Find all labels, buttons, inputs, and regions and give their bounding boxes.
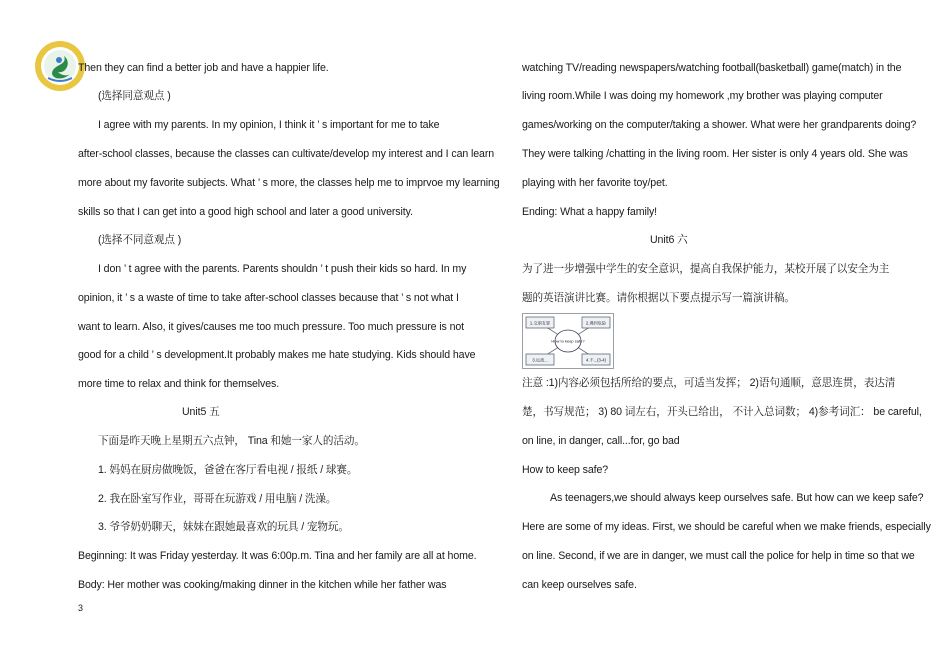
mind-map-figure: [522, 313, 614, 369]
text-line: good for a child ’ s development.It probably makes me hate studying. Kids should have: [78, 349, 476, 361]
text-line: Body: Her mother was cooking/making dinner in the kitchen while her father was: [78, 579, 447, 591]
svg-text:How to keep safe?: How to keep safe?: [551, 338, 585, 344]
text-line: more time to relax and think for themselves.: [78, 378, 280, 390]
text-line: 下面是昨天晚上星期五六点钟， Tina 和她一家人的活动。: [98, 435, 365, 447]
text-line: Ending: What a happy family!: [522, 206, 657, 218]
text-line: skills so that I can get into a good high school and later a good university.: [78, 206, 413, 218]
text-line: on line. Second, if we are in danger, we must call the police for help in time so that we: [522, 550, 915, 562]
mind-map-box: [582, 317, 610, 328]
text-line: (选择不同意观点 ): [98, 234, 182, 246]
text-line: 题的英语演讲比赛。请你根据以下要点提示写一篇演讲稿。: [522, 292, 795, 304]
text-line: They were talking /chatting in the living room. Her sister is only 4 years old. She was: [522, 148, 908, 160]
mind-map-box: [526, 354, 554, 365]
text-line: more about my favorite subjects. What ’ s more, the classes help me to imprvoe my learning: [78, 177, 500, 189]
list-item: 2. 我在卧室写作业，哥哥在玩游戏 / 用电脑 / 洗澡。: [98, 493, 337, 505]
text-line: 注意 :1)内容必须包括所给的要点，可适当发挥； 2)语句通顺，意思连贯，表达清: [522, 377, 896, 389]
text-line: Here are some of my ideas. First, we should be careful when we make friends, especially: [522, 521, 931, 533]
list-item: 3. 爷爷奶奶聊天，妹妹在跟她最喜欢的玩具 / 宠物玩。: [98, 521, 349, 533]
svg-text:3.远离...: 3.远离...: [532, 357, 548, 363]
text-line: As teenagers,we should always keep ourselves safe. But how can we keep safe?: [550, 492, 924, 504]
text-line: Then they can find a better job and have a happier life.: [78, 62, 329, 74]
text-line: (选择同意观点 ): [98, 90, 171, 102]
text-line: games/working on the computer/taking a shower. What were her grandparents doing?: [522, 119, 917, 131]
section-heading: Unit5 五: [182, 406, 220, 418]
mind-map-box: [582, 354, 610, 365]
list-item: 1. 妈妈在厨房做晚饭，爸爸在客厅看电视 / 报纸 / 球赛。: [98, 464, 358, 476]
page-number: 3: [78, 603, 84, 613]
svg-text:4.不...(3-4): 4.不...(3-4): [585, 357, 607, 363]
text-line: watching TV/reading newspapers/watching football(basketball) game(match) in the: [522, 62, 902, 74]
text-line: opinion, it ’ s a waste of time to take after-school classes because that ’ s not what I: [78, 292, 459, 304]
text-line: 为了进一步增强中学生的安全意识，提高自我保护能力，某校开展了以安全为主: [522, 263, 890, 275]
text-line: can keep ourselves safe.: [522, 579, 637, 591]
section-heading: Unit6 六: [650, 234, 688, 246]
text-line: want to learn. Also, it gives/causes me too much pressure. Too much pressure is not: [78, 321, 465, 333]
text-line: I agree with my parents. In my opinion, I think it ’ s important for me to take: [98, 119, 440, 131]
essay-title: How to keep safe?: [522, 464, 609, 476]
text-line: I don ’ t agree with the parents. Parents shouldn ’ t push their kids so hard. In my: [98, 263, 467, 275]
text-line: after-school classes, because the classes can cultivate/develop my interest and I can learn: [78, 148, 495, 160]
text-line: Beginning: It was Friday yesterday. It was 6:00p.m. Tina and her family are all at home.: [78, 550, 477, 562]
text-line: playing with her favorite toy/pet.: [522, 177, 668, 189]
text-line: 楚，书写规范； 3) 80 词左右，开头已给出， 不计入总词数； 4)参考词汇： be careful,: [522, 406, 922, 418]
svg-text:1.交朋友要: 1.交朋友要: [529, 320, 551, 326]
mind-map-box: [526, 317, 554, 328]
text-line: on line, in danger, call...for, go bad: [522, 435, 680, 447]
text-line: living room.While I was doing my homework ,my brother was playing computer: [522, 90, 883, 102]
svg-text:2.遇到危险: 2.遇到危险: [585, 320, 607, 326]
